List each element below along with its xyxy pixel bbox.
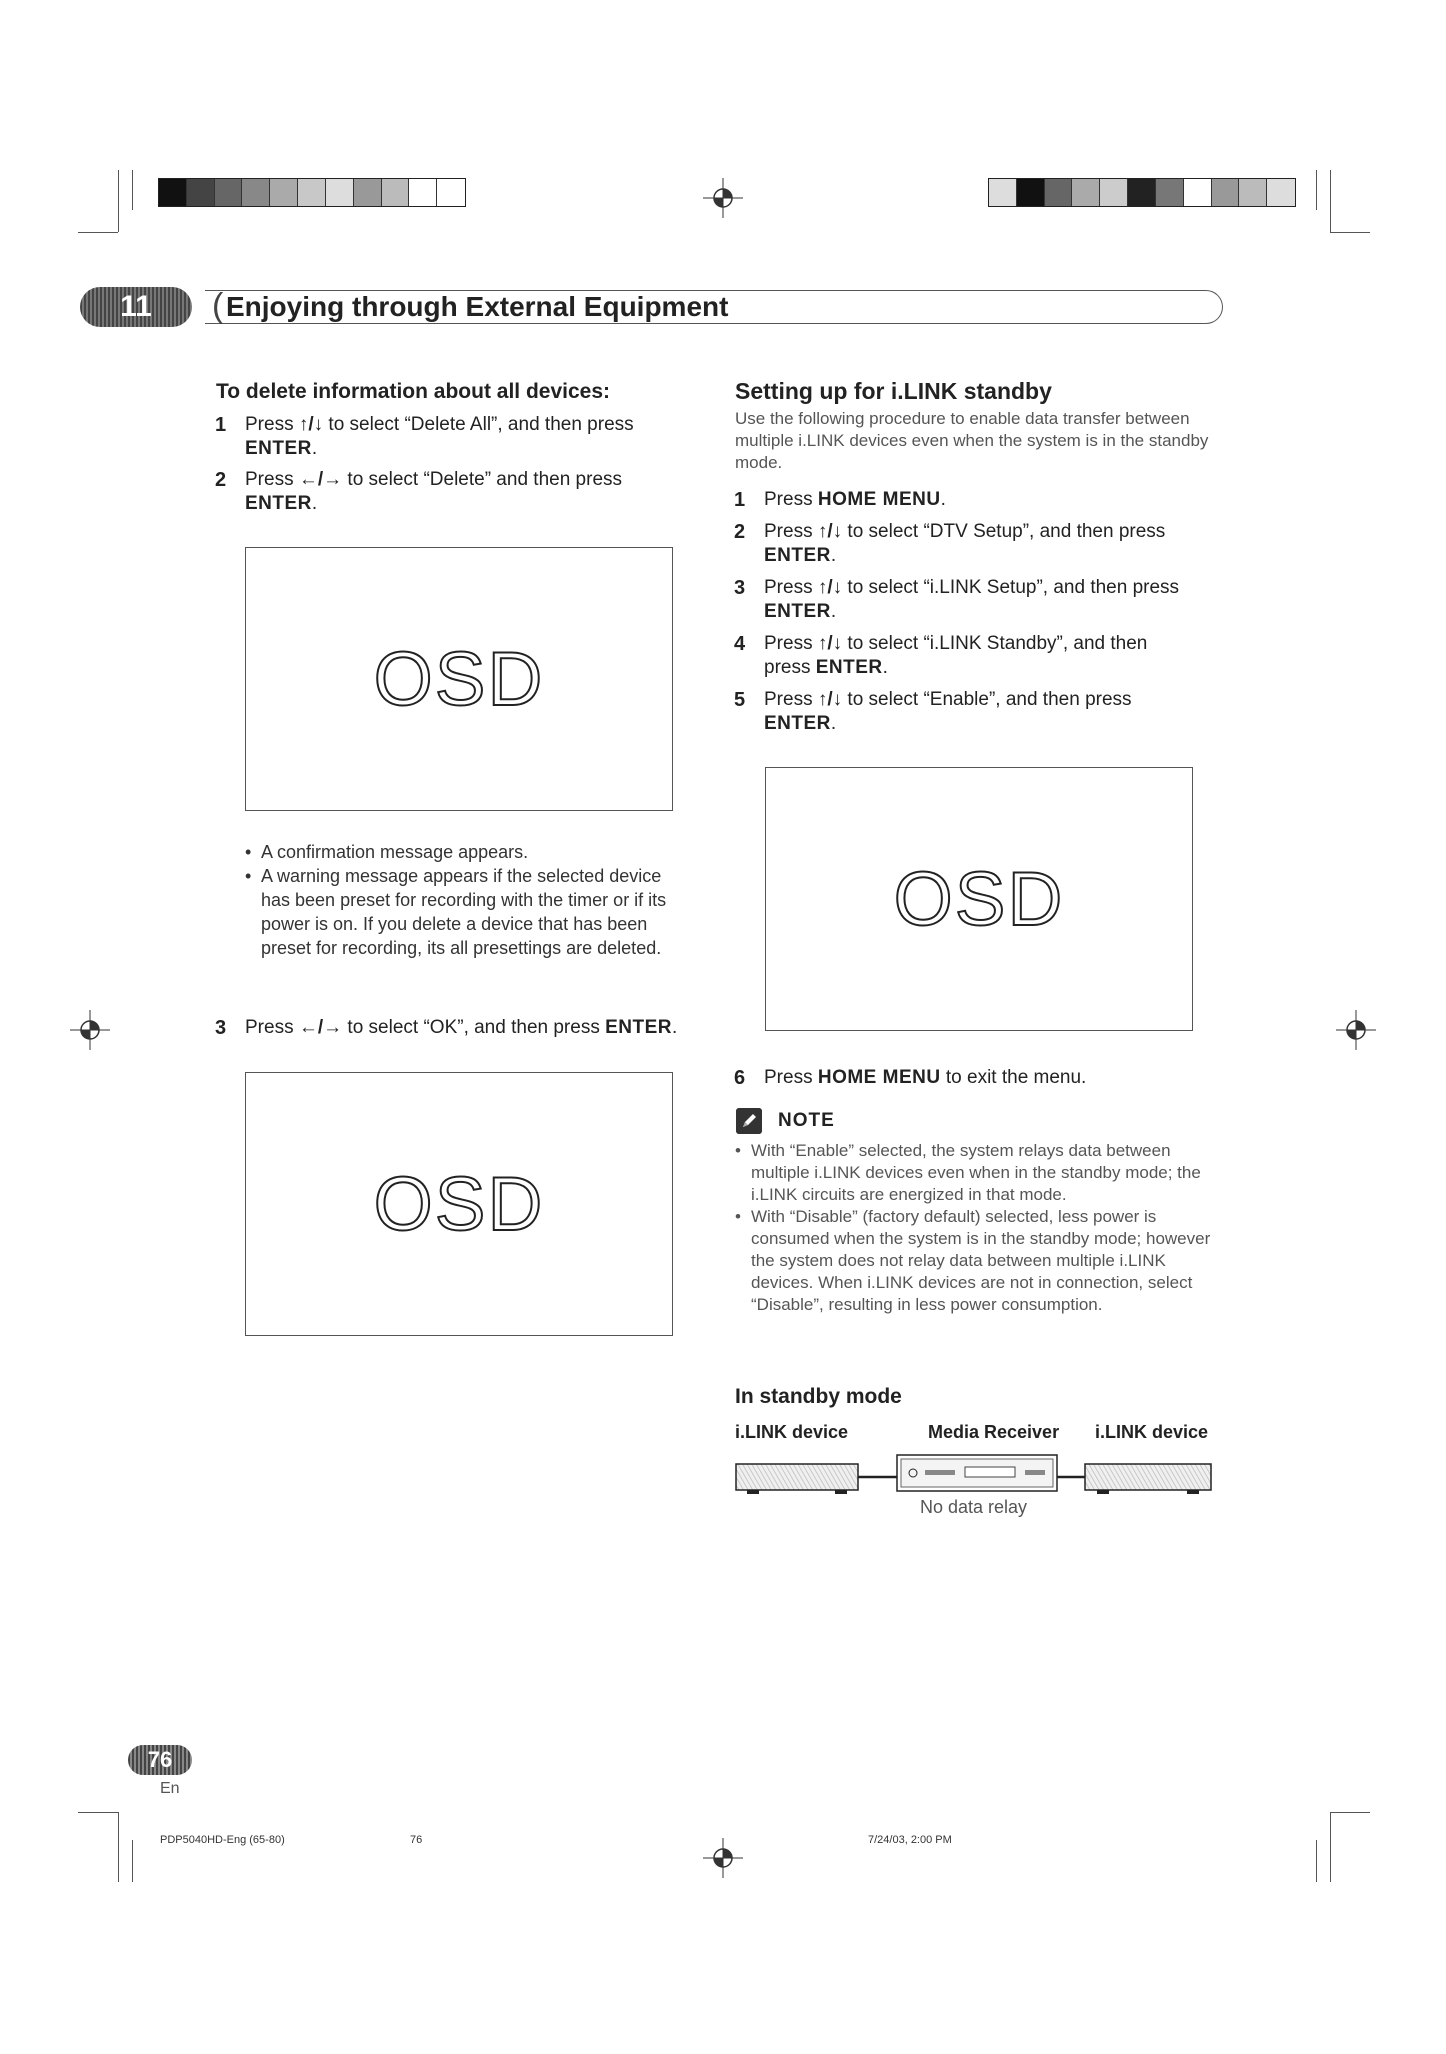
step-text: to select “i.LINK Setup”, and then press xyxy=(842,577,1180,598)
note-bullets xyxy=(735,1140,1225,1316)
arrow-keys-icon: ↑/↓ xyxy=(817,689,843,710)
crop-mark xyxy=(118,170,119,232)
crop-mark xyxy=(1330,232,1370,233)
chapter-number-badge: 11 xyxy=(80,287,192,327)
registration-mark-icon xyxy=(703,178,743,218)
arrow-keys-icon: ←/→ xyxy=(298,1017,343,1038)
left-step-2 xyxy=(215,468,705,516)
key-label: ENTER xyxy=(245,493,312,514)
crop-mark xyxy=(78,232,118,233)
step-text: Press xyxy=(245,414,299,435)
note-title: NOTE xyxy=(778,1110,835,1131)
step-text: to select “OK”, and then press xyxy=(342,1017,606,1038)
step-text: to select “Enable”, and then press xyxy=(842,689,1132,710)
osd-label: OSD xyxy=(373,636,545,722)
step-text: to select “DTV Setup”, and then press xyxy=(842,521,1166,542)
key-label: ENTER xyxy=(764,601,831,622)
no-data-relay-caption: No data relay xyxy=(920,1497,1028,1517)
color-bar-right xyxy=(988,178,1296,207)
step-text: . xyxy=(311,493,318,514)
step-text: Press xyxy=(764,577,818,598)
key-label: ENTER xyxy=(605,1017,673,1038)
arrow-keys-icon: ↑/↓ xyxy=(817,577,843,598)
left-section-heading: To delete information about all devices: xyxy=(216,380,611,403)
key-label: ENTER xyxy=(764,545,831,566)
step-number: 2 xyxy=(215,469,227,491)
step-text: to select “i.LINK Standby”, and then press xyxy=(764,633,1148,678)
color-bar-left xyxy=(158,178,466,207)
step-text: . xyxy=(311,438,318,459)
key-label: HOME MENU xyxy=(817,1067,941,1088)
right-step-3 xyxy=(734,576,1184,624)
crop-mark xyxy=(1316,1840,1317,1882)
chapter-title: Enjoying through External Equipment xyxy=(226,291,729,322)
step-number: 3 xyxy=(734,577,746,599)
key-label: ENTER xyxy=(245,438,312,459)
note-pencil-icon xyxy=(736,1108,762,1134)
crop-mark xyxy=(118,1812,119,1882)
right-step-5 xyxy=(734,688,1214,736)
crop-mark xyxy=(132,170,133,210)
step-text: Press xyxy=(764,633,818,654)
key-label: ENTER xyxy=(815,657,883,678)
right-section-heading: Setting up for i.LINK standby xyxy=(735,378,1052,404)
step-text: . xyxy=(830,545,837,566)
left-step-3 xyxy=(215,1016,725,1040)
note-bullet-item: • With “Disable” (factory default) selected, less power is consumed when the system is in the standby mode; however the system does not relay data between multiple i.LINK devices. When i.LINK devices are not in connection, select “Disable”, resulting in less power consumption. xyxy=(735,1206,1225,1316)
osd-placeholder xyxy=(245,547,673,811)
arrow-keys-icon: ↑/↓ xyxy=(817,633,843,654)
media-receiver-icon xyxy=(897,1455,1057,1491)
osd-placeholder xyxy=(765,767,1193,1031)
right-step-2 xyxy=(734,520,1234,568)
bullet-item: • A warning message appears if the selected device has been preset for recording with the timer or if its power is on. If you delete a device that has been preset for recording, its all presettings are deleted. xyxy=(245,864,695,960)
step-text: Press xyxy=(764,689,818,710)
crop-mark xyxy=(132,1840,133,1882)
standby-diagram xyxy=(735,1452,1215,1497)
arrow-keys-icon: ←/→ xyxy=(298,469,343,490)
step-text: to exit the menu. xyxy=(940,1067,1087,1088)
ilink-device-left-icon xyxy=(736,1464,858,1494)
footer-page: 76 xyxy=(410,1834,423,1846)
key-label: ENTER xyxy=(764,713,831,734)
step-number: 5 xyxy=(734,689,746,711)
registration-mark-icon xyxy=(703,1838,743,1878)
step-text: Press xyxy=(764,489,818,510)
registration-mark-icon xyxy=(1336,1010,1376,1050)
chapter-title-paren: ( xyxy=(212,287,224,325)
arrow-keys-icon: ↑/↓ xyxy=(817,521,843,542)
step-text: . xyxy=(830,713,837,734)
step-text: . xyxy=(940,489,946,510)
crop-mark xyxy=(78,1812,118,1813)
standby-heading: In standby mode xyxy=(735,1385,902,1408)
step-text: . xyxy=(672,1017,678,1038)
step-text: Press xyxy=(764,1067,818,1088)
arrow-keys-icon: ↑/↓ xyxy=(298,414,324,435)
step-text: to select “Delete” and then press xyxy=(342,469,623,490)
ilink-device-right-icon xyxy=(1085,1464,1211,1494)
right-step-6 xyxy=(734,1066,1224,1090)
step-number: 1 xyxy=(215,414,227,436)
step-text: Press xyxy=(764,521,818,542)
osd-placeholder xyxy=(245,1072,673,1336)
note-bullet-item: • With “Enable” selected, the system relays data between multiple i.LINK devices even when in the standby mode; the i.LINK circuits are energized in that mode. xyxy=(735,1140,1225,1206)
step-number: 6 xyxy=(734,1067,746,1089)
left-step-1 xyxy=(215,413,705,461)
key-label: HOME MENU xyxy=(817,489,941,510)
osd-label: OSD xyxy=(893,856,1065,942)
step-text: . xyxy=(882,657,888,678)
device-label-right: i.LINK device xyxy=(1095,1422,1209,1442)
crop-mark xyxy=(1316,170,1317,210)
step-number: 3 xyxy=(215,1017,227,1039)
step-text: . xyxy=(830,601,837,622)
language-label: En xyxy=(160,1780,180,1797)
left-bullets xyxy=(245,840,695,960)
device-label-center: Media Receiver xyxy=(928,1422,1060,1442)
crop-mark xyxy=(1330,1812,1331,1882)
footer-filename: PDP5040HD-Eng (65-80) xyxy=(160,1834,285,1846)
step-number: 1 xyxy=(734,489,746,511)
crop-mark xyxy=(1330,1812,1370,1813)
right-intro: Use the following procedure to enable data transfer between multiple i.LINK devices even when the system is in the standby mode. xyxy=(735,409,1209,472)
osd-label: OSD xyxy=(373,1161,545,1247)
step-text: to select “Delete All”, and then press xyxy=(323,414,634,435)
step-text: Press xyxy=(245,469,299,490)
step-text: Press xyxy=(245,1017,299,1038)
footer-date: 7/24/03, 2:00 PM xyxy=(868,1834,952,1846)
right-step-1 xyxy=(734,488,1214,512)
crop-mark xyxy=(1330,170,1331,232)
page-number-badge: 76 xyxy=(128,1745,192,1775)
step-number: 4 xyxy=(734,633,746,655)
bullet-item: • A confirmation message appears. xyxy=(245,840,695,864)
device-label-left: i.LINK device xyxy=(735,1422,849,1442)
step-number: 2 xyxy=(734,521,746,543)
registration-mark-icon xyxy=(70,1010,110,1050)
right-step-4 xyxy=(734,632,1194,680)
